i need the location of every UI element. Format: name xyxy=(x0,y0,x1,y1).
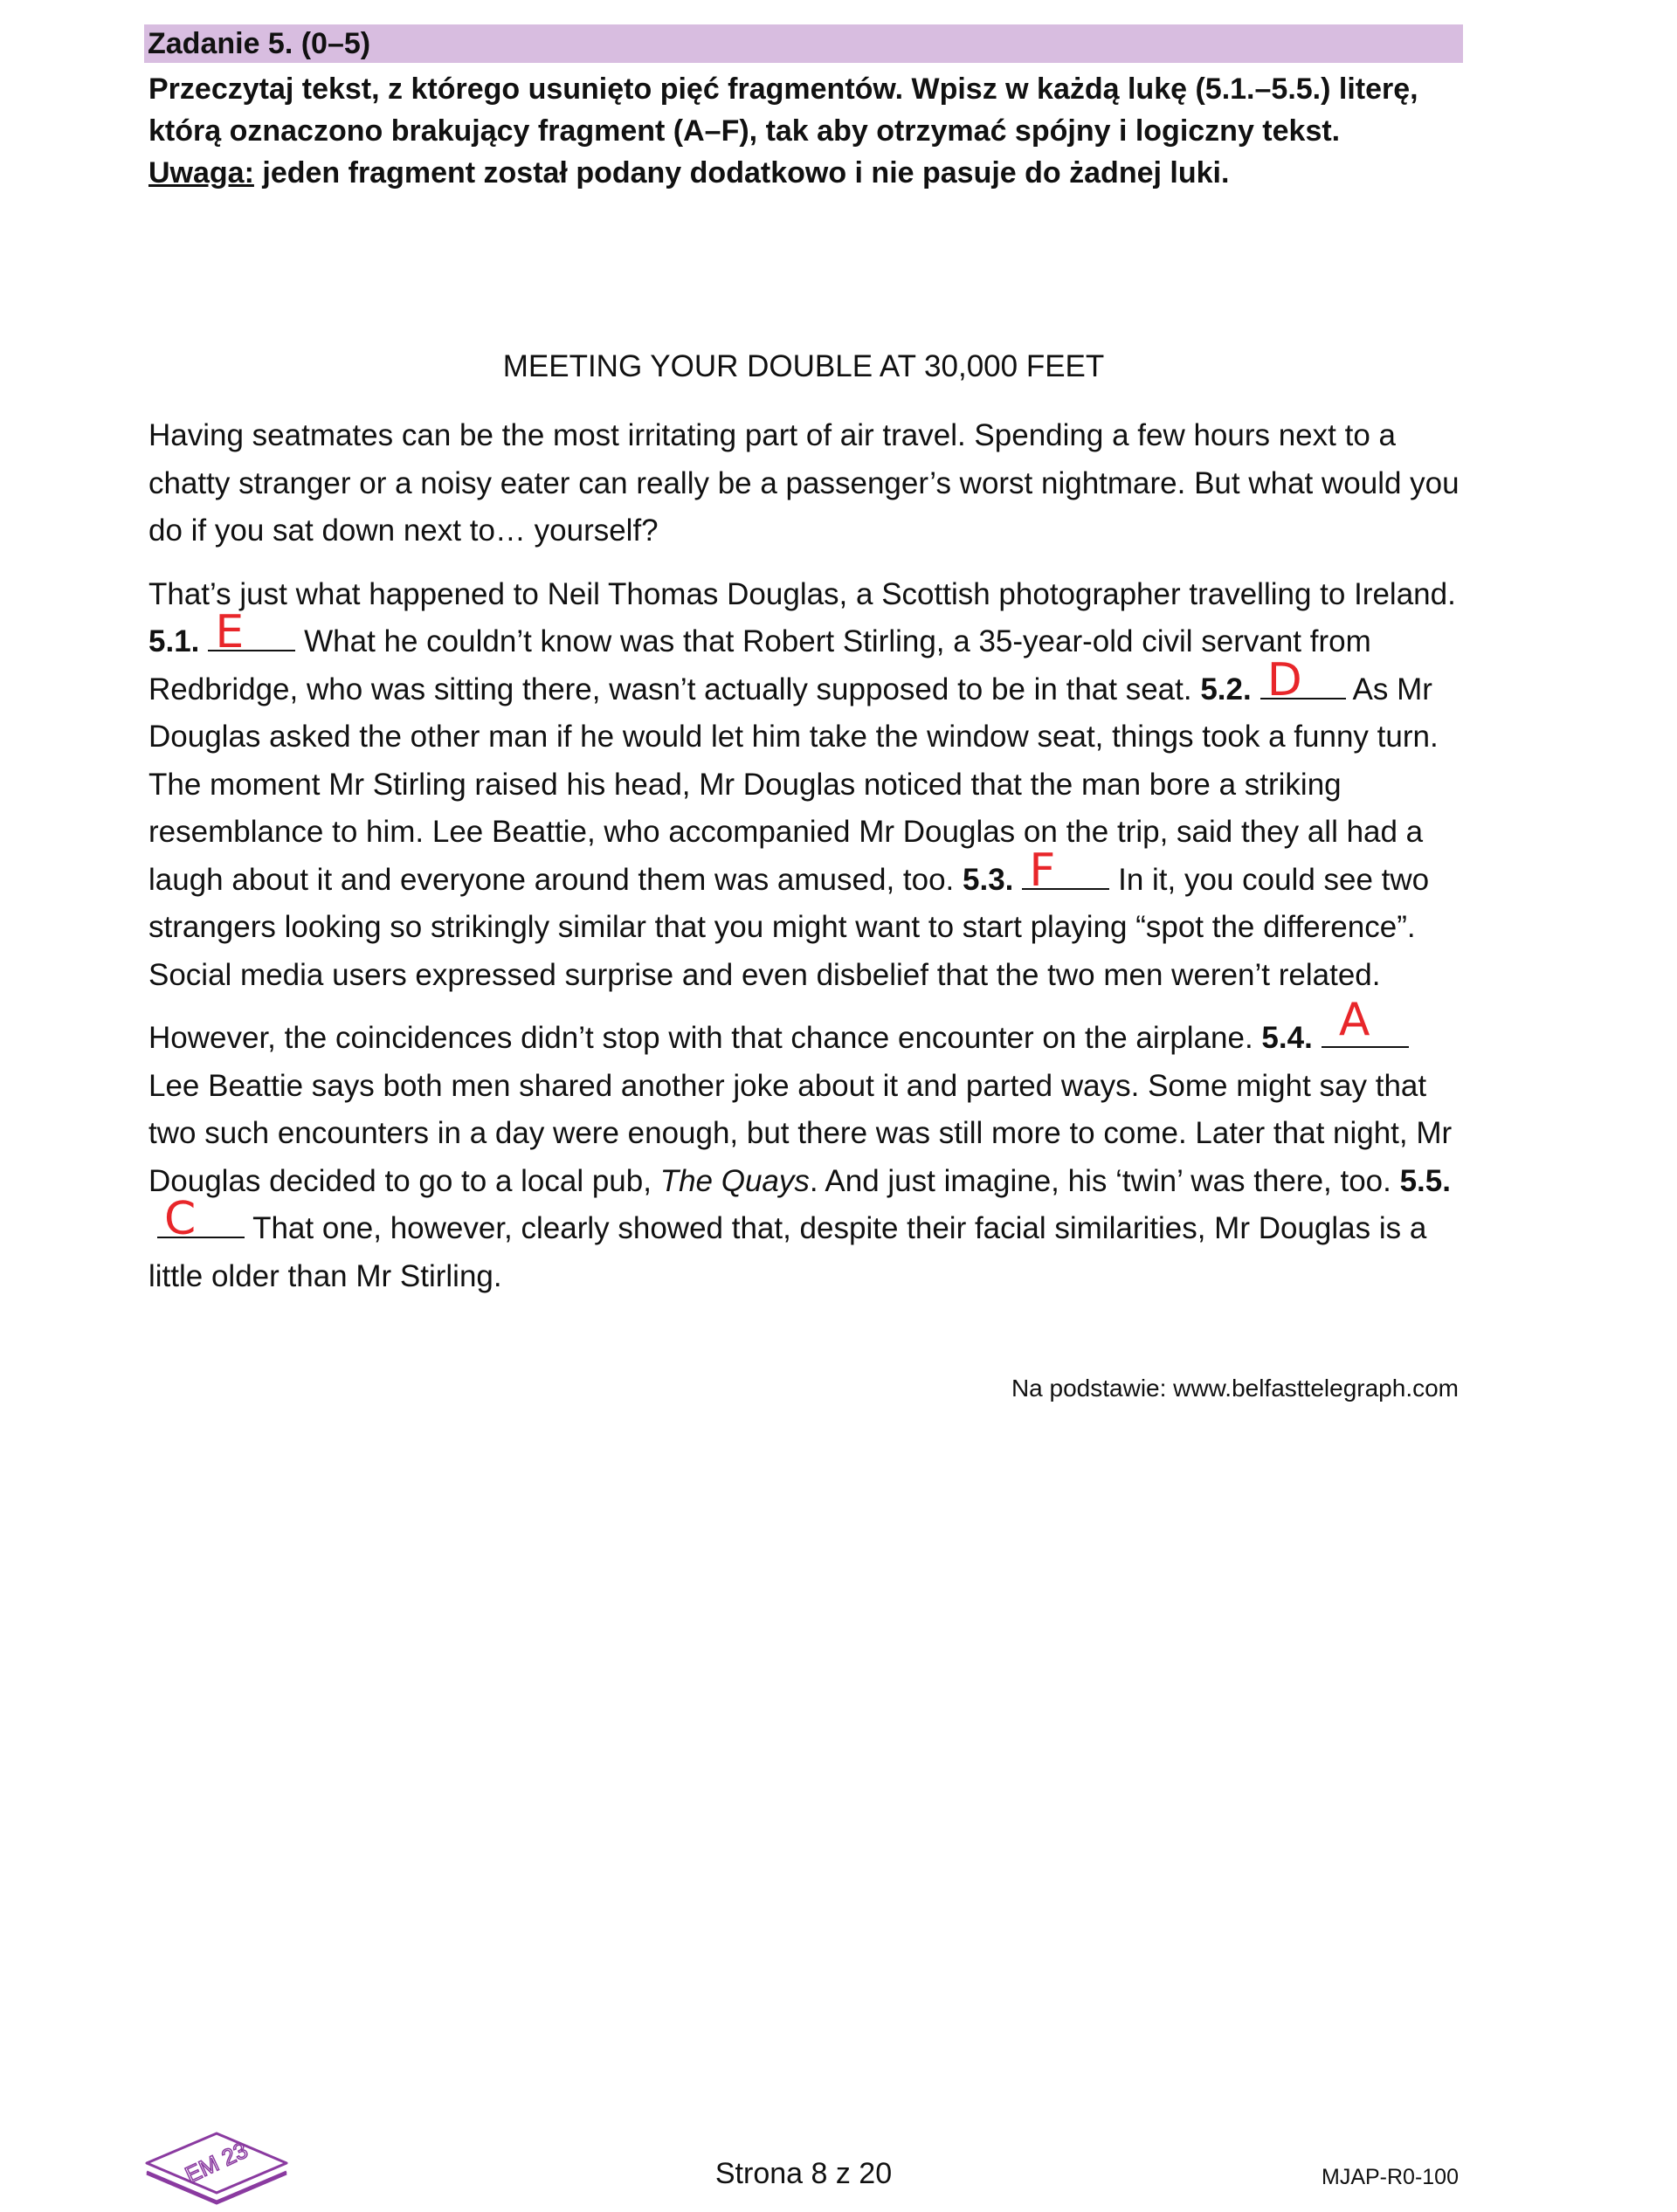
paragraph-3-text: However, the coincidences didn’t stop with that chance encounter on the airplane. xyxy=(148,1021,1262,1055)
paragraph-2-text: In it, you could see two strangers looking so strikingly similar that you might want to start playing “spot the difference”. Social media users expressed surprise and even disbelief that the two men weren’t related. xyxy=(148,862,1430,992)
paragraph-2-text: As Mr Douglas asked the other man if he would let him take the window seat, things took a funny turn. The moment Mr Stirling raised his head, Mr Douglas noticed that the man bore a striking resemblance to him. Lee Beattie, who accompanied Mr Douglas on the trip, said they all had a laugh about it and everyone around them was amused, too. xyxy=(148,672,1439,897)
pub-name: The Quays xyxy=(659,1163,810,1198)
paragraph-3-text: Lee Beattie says both men shared another joke about it and parted ways. Some might say that two such encounters in a day were enough, but there was still more to come. Later that night, Mr Douglas decided to go to a local pub, xyxy=(148,1068,1453,1198)
gap-5-5-label: 5.5. xyxy=(1399,1163,1451,1198)
gap-5-3-label: 5.3. xyxy=(963,862,1014,897)
paragraph-2-text: That’s just what happened to Neil Thomas Douglas, a Scottish photographer travelling to Ireland. xyxy=(148,576,1456,611)
gap-5-2-answer: D xyxy=(1266,653,1302,706)
gap-5-1-answer: E xyxy=(215,606,245,658)
gap-5-1-label: 5.1. xyxy=(148,624,200,658)
page-number: Strona 8 z 20 xyxy=(714,2157,893,2190)
gap-5-5-answer: C xyxy=(164,1193,197,1245)
gap-5-1[interactable] xyxy=(208,606,295,658)
exam-code: MJAP-R0-100 xyxy=(1322,2165,1459,2189)
gap-5-5[interactable] xyxy=(157,1193,245,1245)
paragraph-3 xyxy=(148,994,1467,1300)
gap-5-3[interactable] xyxy=(1022,844,1109,897)
gap-5-3-answer: F xyxy=(1029,844,1056,897)
paragraph-2 xyxy=(148,571,1467,1000)
task-instructions xyxy=(148,68,1459,194)
gap-5-2[interactable] xyxy=(1260,653,1346,706)
gap-5-4-answer: A xyxy=(1338,994,1370,1046)
instruction-note xyxy=(148,152,1459,194)
article-body xyxy=(148,412,1467,1316)
paragraph-3-text: . And just imagine, his ‘twin’ was there, too. xyxy=(809,1163,1400,1198)
article-title: MEETING YOUR DOUBLE AT 30,000 FEET xyxy=(502,349,1105,383)
gap-5-4-label: 5.4. xyxy=(1261,1021,1313,1055)
gap-5-2-label: 5.2. xyxy=(1200,672,1252,706)
paragraph-3-text: That one, however, clearly showed that, despite their facial similarities, Mr Douglas is a little older than Mr Stirling. xyxy=(148,1211,1427,1293)
paragraph-2-text: What he couldn’t know was that Robert Stirling, a 35-year-old civil servant from Redbridge, who was sitting there, wasn’t actually supposed to be in that seat. xyxy=(148,624,1371,706)
gap-5-4[interactable] xyxy=(1322,994,1409,1048)
note-label: Uwaga: xyxy=(148,156,254,190)
task-header: Zadanie 5. (0–5) xyxy=(144,24,1463,63)
note-text: jeden fragment został podany dodatkowo i nie pasuje do żadnej luki. xyxy=(253,156,1230,190)
paragraph-1: Having seatmates can be the most irritating part of air travel. Spending a few hours next to a chatty stranger or a noisy eater can really be a passenger’s worst nightmare. But what would you do if you sat down next to… yourself? xyxy=(148,418,1460,548)
source-note: Na podstawie: www.belfasttelegraph.com xyxy=(1011,1375,1459,1402)
instruction-text: Przeczytaj tekst, z którego usunięto pięć fragmentów. Wpisz w każdą lukę (5.1.–5.5.) literę, którą oznaczono brakujący fragment (A–F), tak aby otrzymać spójny i logiczny tekst. xyxy=(148,72,1418,148)
logo-text: EM 23 xyxy=(181,2136,252,2188)
